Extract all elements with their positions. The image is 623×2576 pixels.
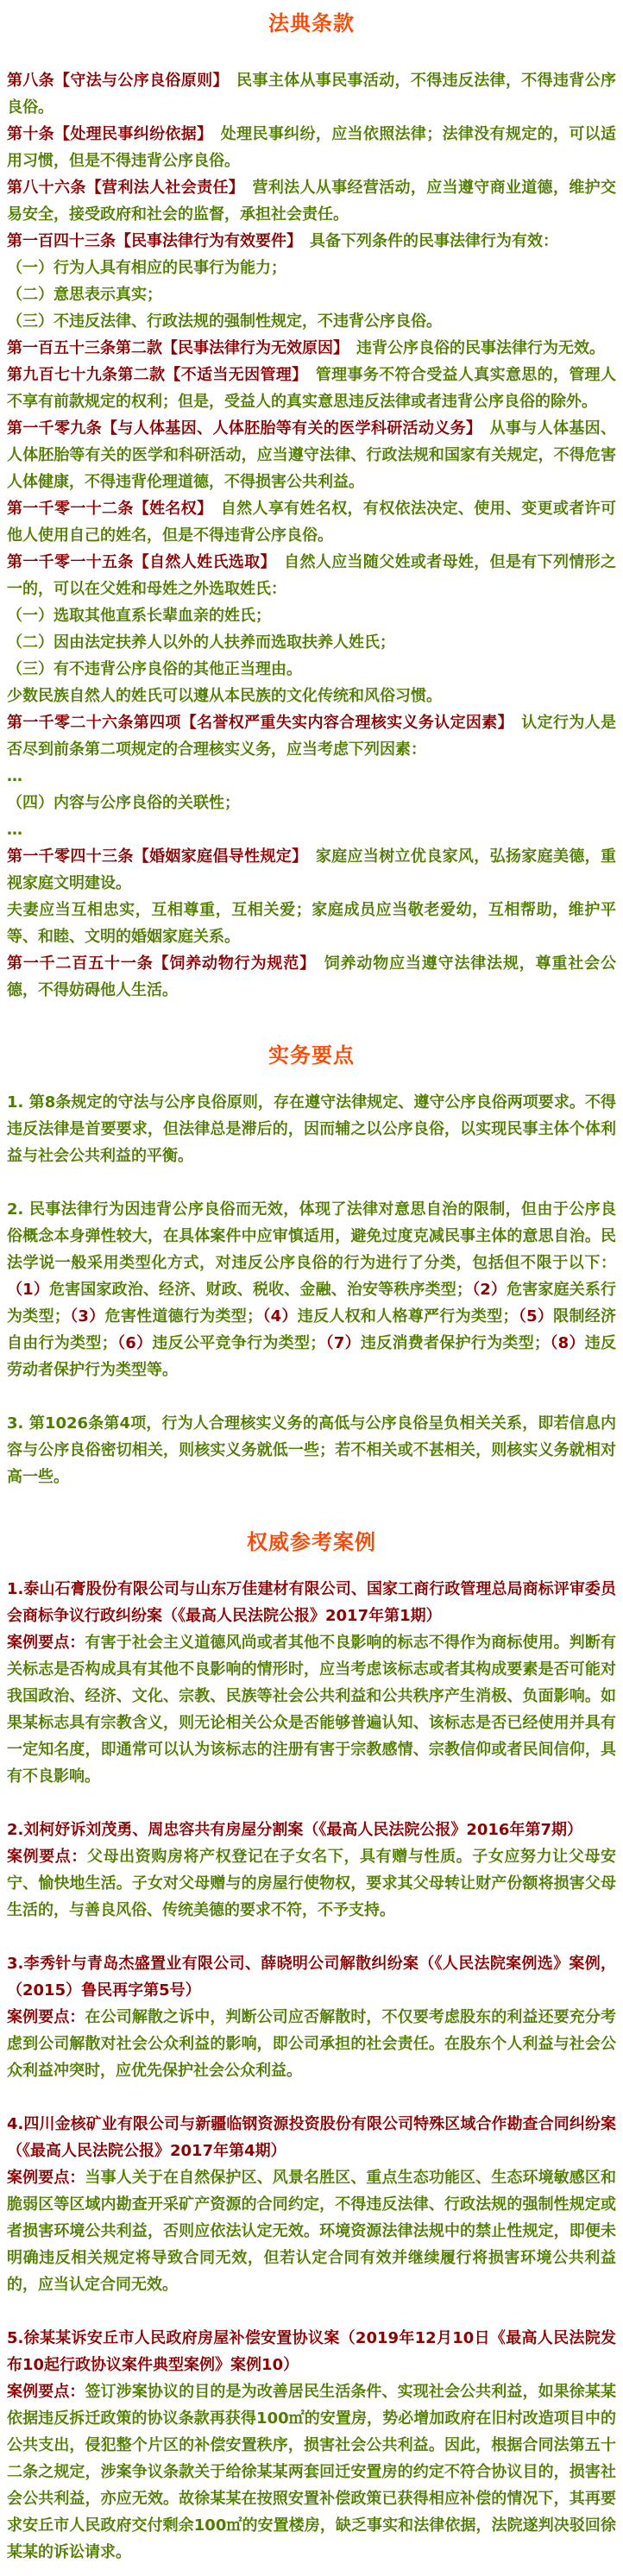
body-text: 自然人应当随父姓或者母姓，但是有下列情形之一的，可以在父姓和母姓之外选取姓氏： (7, 553, 617, 598)
section-body-code-provisions (7, 67, 616, 1004)
section-body-practical-points (7, 1089, 616, 1490)
body-text: 夫妻应当互相忠实，互相尊重，互相关爱；家庭成员应当敬老爱幼，互相帮助，维护平等、和睦、文明的婚姻家庭关系。 (7, 901, 616, 946)
body-text: 1. 第8条规定的守法与公序良俗原则，存在遵守法律规定、遵守公序良俗两项要求。不得违反法律是首要要求，但法律总是滞后的，因而辅之以公序良俗，以实现民事主体个体利益与社会公共利益的平衡。 (7, 1093, 616, 1165)
paragraph (7, 255, 616, 281)
emphasis-text: 第八条【守法与公序良俗原则】 (7, 72, 221, 90)
text-block (7, 2111, 616, 2298)
paragraph (7, 763, 616, 790)
body-text: 自然人享有姓名权，有权依法决定、使用、变更或者许可他人使用自己的姓名，但是不得违背公序良俗。 (7, 500, 617, 545)
body-text: 管理事务不符合受益人真实意思的，管理人不享有前款规定的权利；但是，受益人的真实意思违反法律或者违背公序良俗的除外。 (7, 366, 616, 411)
emphasis-text: 4.四川金核矿业有限公司与新疆临钢资源投资股份有限公司特殊区域合作勘查合同纠纷案（《最高人民法院公报》2017年第4期） (7, 2115, 616, 2160)
emphasis-text: 3.李秀针与青岛杰盛置业有限公司、薛晓明公司解散纠纷案（《人民法院案例选》案例，（2015）鲁民再字第5号） (7, 1955, 616, 2000)
emphasis-text: 第一千零一十五条【自然人姓氏选取】 (7, 553, 268, 571)
body-text: 少数民族自然人的姓氏可以遵从本民族的文化传统和风俗习惯。 (7, 687, 442, 705)
section-title-code-provisions: 法典条款 (268, 11, 355, 35)
emphasis-text: 第一千零二十六条第四项【名誉权严重失实内容合理核实义务认定因素】 (7, 714, 506, 732)
body-text: 父母出资购房将产权登记在子女名下，具有赠与性质。子女应努力让父母安宁、愉快地生活。子女对父母赠与的房屋行使物权，要求其父母转让财产份额将损害父母生活的，与善良风俗、传统美德的要求不符，不予支持。 (7, 1848, 617, 1919)
paragraph (7, 629, 616, 656)
emphasis-text: （8） (550, 1334, 585, 1352)
emphasis-text: 第一百四十三条【民事法律行为有效要件】 (7, 232, 294, 250)
emphasis-text: 第一千零一十二条【姓名权】 (7, 500, 205, 518)
paragraph (7, 843, 616, 897)
paragraph (7, 1196, 616, 1383)
paragraph (7, 656, 616, 683)
emphasis-text: （7） (325, 1334, 361, 1352)
emphasis-text: 案例要点： (7, 2383, 85, 2401)
text-block (7, 2325, 616, 2566)
emphasis-text: （2） (471, 1281, 507, 1299)
body-text: 违反消费者保护行为类型； (360, 1334, 551, 1352)
paragraph (7, 2004, 616, 2084)
body-text: （二）因由法定扶养人以外的人扶养而选取扶养人姓氏； (7, 633, 395, 652)
paragraph (7, 683, 616, 709)
section-practical-points (7, 1042, 616, 1490)
paragraph (7, 228, 616, 255)
paragraph (7, 121, 616, 174)
body-text: 2. 民事法律行为因违背公序良俗而无效，体现了法律对意思自治的限制，但由于公序良俗概念本身弹性较大，在具体案件中应审慎适用，避免过度克减民事主体的意思自治。民法学说一般采用类型化方式，对违反公序良俗的行为进行了分类，包括但不限于以下： (7, 1200, 616, 1272)
emphasis-text: （6） (116, 1334, 153, 1352)
emphasis-text: 案例要点： (7, 2169, 85, 2187)
paragraph (7, 362, 616, 415)
paragraph (7, 549, 616, 602)
body-text: 危害性道德行为类型； (104, 1307, 263, 1326)
paragraph (7, 415, 616, 495)
paragraph (7, 495, 616, 549)
paragraph (7, 1410, 616, 1490)
paragraph (7, 1817, 616, 1843)
paragraph (7, 1629, 616, 1790)
body-text: 认定行为人是否尽到前条第二项规定的合理核实义务，应当考虑下列因素： (7, 714, 617, 759)
emphasis-text: 案例要点： (7, 1634, 85, 1652)
emphasis-text: （4） (262, 1307, 298, 1326)
paragraph (7, 2111, 616, 2164)
paragraph (7, 816, 616, 843)
emphasis-text: 5.徐某某诉安丘市人民政府房屋补偿安置协议案（2019年12月10日《最高人民法院发布10起行政协议案件典型案例》案例10） (7, 2329, 616, 2374)
body-text: 3. 第1026条第4项，行为人合理核实义务的高低与公序良俗呈负相关关系，即若信息内容与公序良俗密切相关，则核实义务就低一些；若不相关或不甚相关，则核实义务就相对高一些。 (7, 1414, 616, 1486)
body-text: 民事主体从事民事活动，不得违反法律，不得违背公序良俗。 (7, 72, 617, 117)
body-text: 违背公序良俗的民事法律行为无效。 (341, 339, 605, 357)
body-text: 在公司解散之诉中，判断公司应否解散时，不仅要考虑股东的利益还要充分考虑到公司解散对社会公众利益的影响，即公司承担的社会责任。在股东个人利益与社会公众利益冲突时，应优先保护社会公众利益。 (7, 2008, 617, 2080)
emphasis-text: 第一千二百五十一条【饲养动物行为规范】 (7, 954, 308, 973)
paragraph (7, 281, 616, 308)
body-text: （一）行为人具有相应的民事行为能力； (7, 259, 286, 277)
emphasis-text: 第一千零四十三条【婚姻家庭倡导性规定】 (7, 847, 300, 866)
paragraph (7, 335, 616, 362)
emphasis-text: （1） (7, 1281, 49, 1299)
paragraph (7, 1576, 616, 1629)
emphasis-text: 第一百五十三条第二款【民事法律行为无效原因】 (7, 339, 341, 357)
emphasis-text: （3） (69, 1307, 105, 1326)
section-body-reference-cases (7, 1576, 616, 2566)
body-text: 处理民事纠纷，应当依照法律；法律没有规定的，可以适用习惯，但是不得违背公序良俗。 (7, 125, 617, 170)
body-text: （四）内容与公序良俗的关联性； (7, 794, 240, 812)
body-text: 违反人权和人格尊严行为类型； (297, 1307, 519, 1326)
body-text: （三）有不违背公序良俗的其他正当理由。 (7, 660, 302, 678)
text-block (7, 1089, 616, 1169)
emphasis-text: 第一千零九条【与人体基因、人体胚胎等有关的医学科研活动义务】 (7, 419, 475, 438)
body-text: 家庭应当树立优良家风，弘扬家庭美德，重视家庭文明建设。 (7, 847, 616, 892)
paragraph (7, 174, 616, 228)
paragraph (7, 1950, 616, 2004)
body-text: 违反劳动者保护行为类型等。 (7, 1334, 617, 1379)
paragraph (7, 602, 616, 629)
section-reference-cases (7, 1529, 616, 2566)
section-code-provisions (7, 10, 616, 1004)
emphasis-text: （5） (518, 1307, 554, 1326)
text-block (7, 1410, 616, 1490)
paragraph (7, 2378, 616, 2566)
paragraph (7, 709, 616, 763)
body-text: 营利法人从事经营活动，应当遵守商业道德，维护交易安全，接受政府和社会的监督，承担社会责任。 (7, 179, 617, 224)
paragraph (7, 790, 616, 816)
body-text: （三）不违反法律、行政法规的强制性规定，不违背公序良俗。 (7, 312, 442, 331)
body-text: … (7, 767, 22, 785)
body-text: 具备下列条件的民事法律行为有效： (294, 232, 558, 250)
emphasis-text: 案例要点： (7, 2008, 85, 2026)
text-block (7, 1817, 616, 1924)
body-text: 危害家庭关系行为类型； (7, 1281, 617, 1326)
paragraph (7, 2164, 616, 2298)
paragraph (7, 897, 616, 950)
body-text: 有害于社会主义道德风尚或者其他不良影响的标志不得作为商标使用。判断有关标志是否构成具有其他不良影响的情形时，应当考虑该标志或者其构成要素是否可能对我国政治、经济、文化、宗教、民族等社会公共利益和公共秩序产生消极、负面影响。如果某标志具有宗教含义，则无论相关公众是否能够普遍认知、该标志是否已经使用并具有一定知名度，即通常可以认为该标志的注册有害于宗教感情、宗教信仰或者民间信仰，具有不良影响。 (7, 1634, 617, 1786)
body-text: 饲养动物应当遵守法律法规，尊重社会公德，不得妨碍他人生活。 (7, 954, 617, 999)
text-block (7, 1196, 616, 1383)
section-title-practical-points: 实务要点 (268, 1043, 355, 1068)
body-text: 违反公平竞争行为类型； (152, 1334, 326, 1352)
body-text: 签订涉案协议的目的是为改善居民生活条件、实现社会公共利益，如果徐某某依据违反拆迁政策的协议条款再获得100㎡的安置房，势必增加政府在旧村改造项目中的公共支出，侵犯整个片区的补偿安置秩序，损害社会公共利益。因此，根据合同法第五十二条之规定，涉案争议条款关于给徐某某两套回迁安置房的约定不符合协议目的，损害社会公共利益，亦应无效。故徐某某在按照安置补偿政策已获得相应补偿的情况下，其再要求安丘市人民政府交付剩余100㎡的安置楼房，缺乏事实和法律依据，法院遂判决驳回徐某某的诉讼请求。 (7, 2383, 617, 2561)
emphasis-text: 2.刘柯妤诉刘茂勇、周忠容共有房屋分割案（《最高人民法院公报》2016年第7期） (7, 1821, 582, 1839)
emphasis-text: 第九百七十九条第二款【不适当无因管理】 (7, 366, 300, 384)
paragraph (7, 67, 616, 121)
paragraph (7, 1089, 616, 1169)
emphasis-text: 1.泰山石膏股份有限公司与山东万佳建材有限公司、国家工商行政管理总局商标评审委员会商标争议行政纠纷案（《最高人民法院公报》2017年第1期） (7, 1580, 616, 1625)
section-title-reference-cases: 权威参考案例 (247, 1530, 376, 1554)
body-text: … (7, 821, 22, 839)
emphasis-text: 第十条【处理民事纠纷依据】 (7, 125, 205, 143)
paragraph (7, 1843, 616, 1924)
paragraph (7, 308, 616, 335)
body-text: （一）选取其他直系长辈血亲的姓氏； (7, 607, 271, 625)
emphasis-text: 第八十六条【营利法人社会责任】 (7, 179, 237, 197)
body-text: 当事人关于在自然保护区、风景名胜区、重点生态功能区、生态环境敏感区和脆弱区等区域内勘查开采矿产资源的合同约定，不得违反法律、行政法规的强制性规定或者损害环境公共利益，否则应依法认定无效。环境资源法律法规中的禁止性规定，即便未明确违反相关规定将导致合同无效，但若认定合同有效并继续履行将损害环境公共利益的，应当认定合同无效。 (7, 2169, 617, 2294)
body-text: （二）意思表示真实； (7, 286, 162, 304)
emphasis-text: 案例要点： (7, 1848, 87, 1866)
body-text: 从事与人体基因、人体胚胎等有关的医学和科研活动，应当遵守法律、行政法规和国家有关规定，不得危害人体健康，不得违背伦理道德，不得损害公共利益。 (7, 419, 617, 491)
paragraph (7, 2325, 616, 2378)
text-block (7, 1950, 616, 2084)
text-block (7, 67, 616, 1004)
paragraph (7, 950, 616, 1004)
body-text: 限制经济自由行为类型； (7, 1307, 617, 1352)
text-block (7, 1576, 616, 1790)
body-text: 危害国家政治、经济、财政、税收、金融、治安等秩序类型； (48, 1281, 472, 1299)
